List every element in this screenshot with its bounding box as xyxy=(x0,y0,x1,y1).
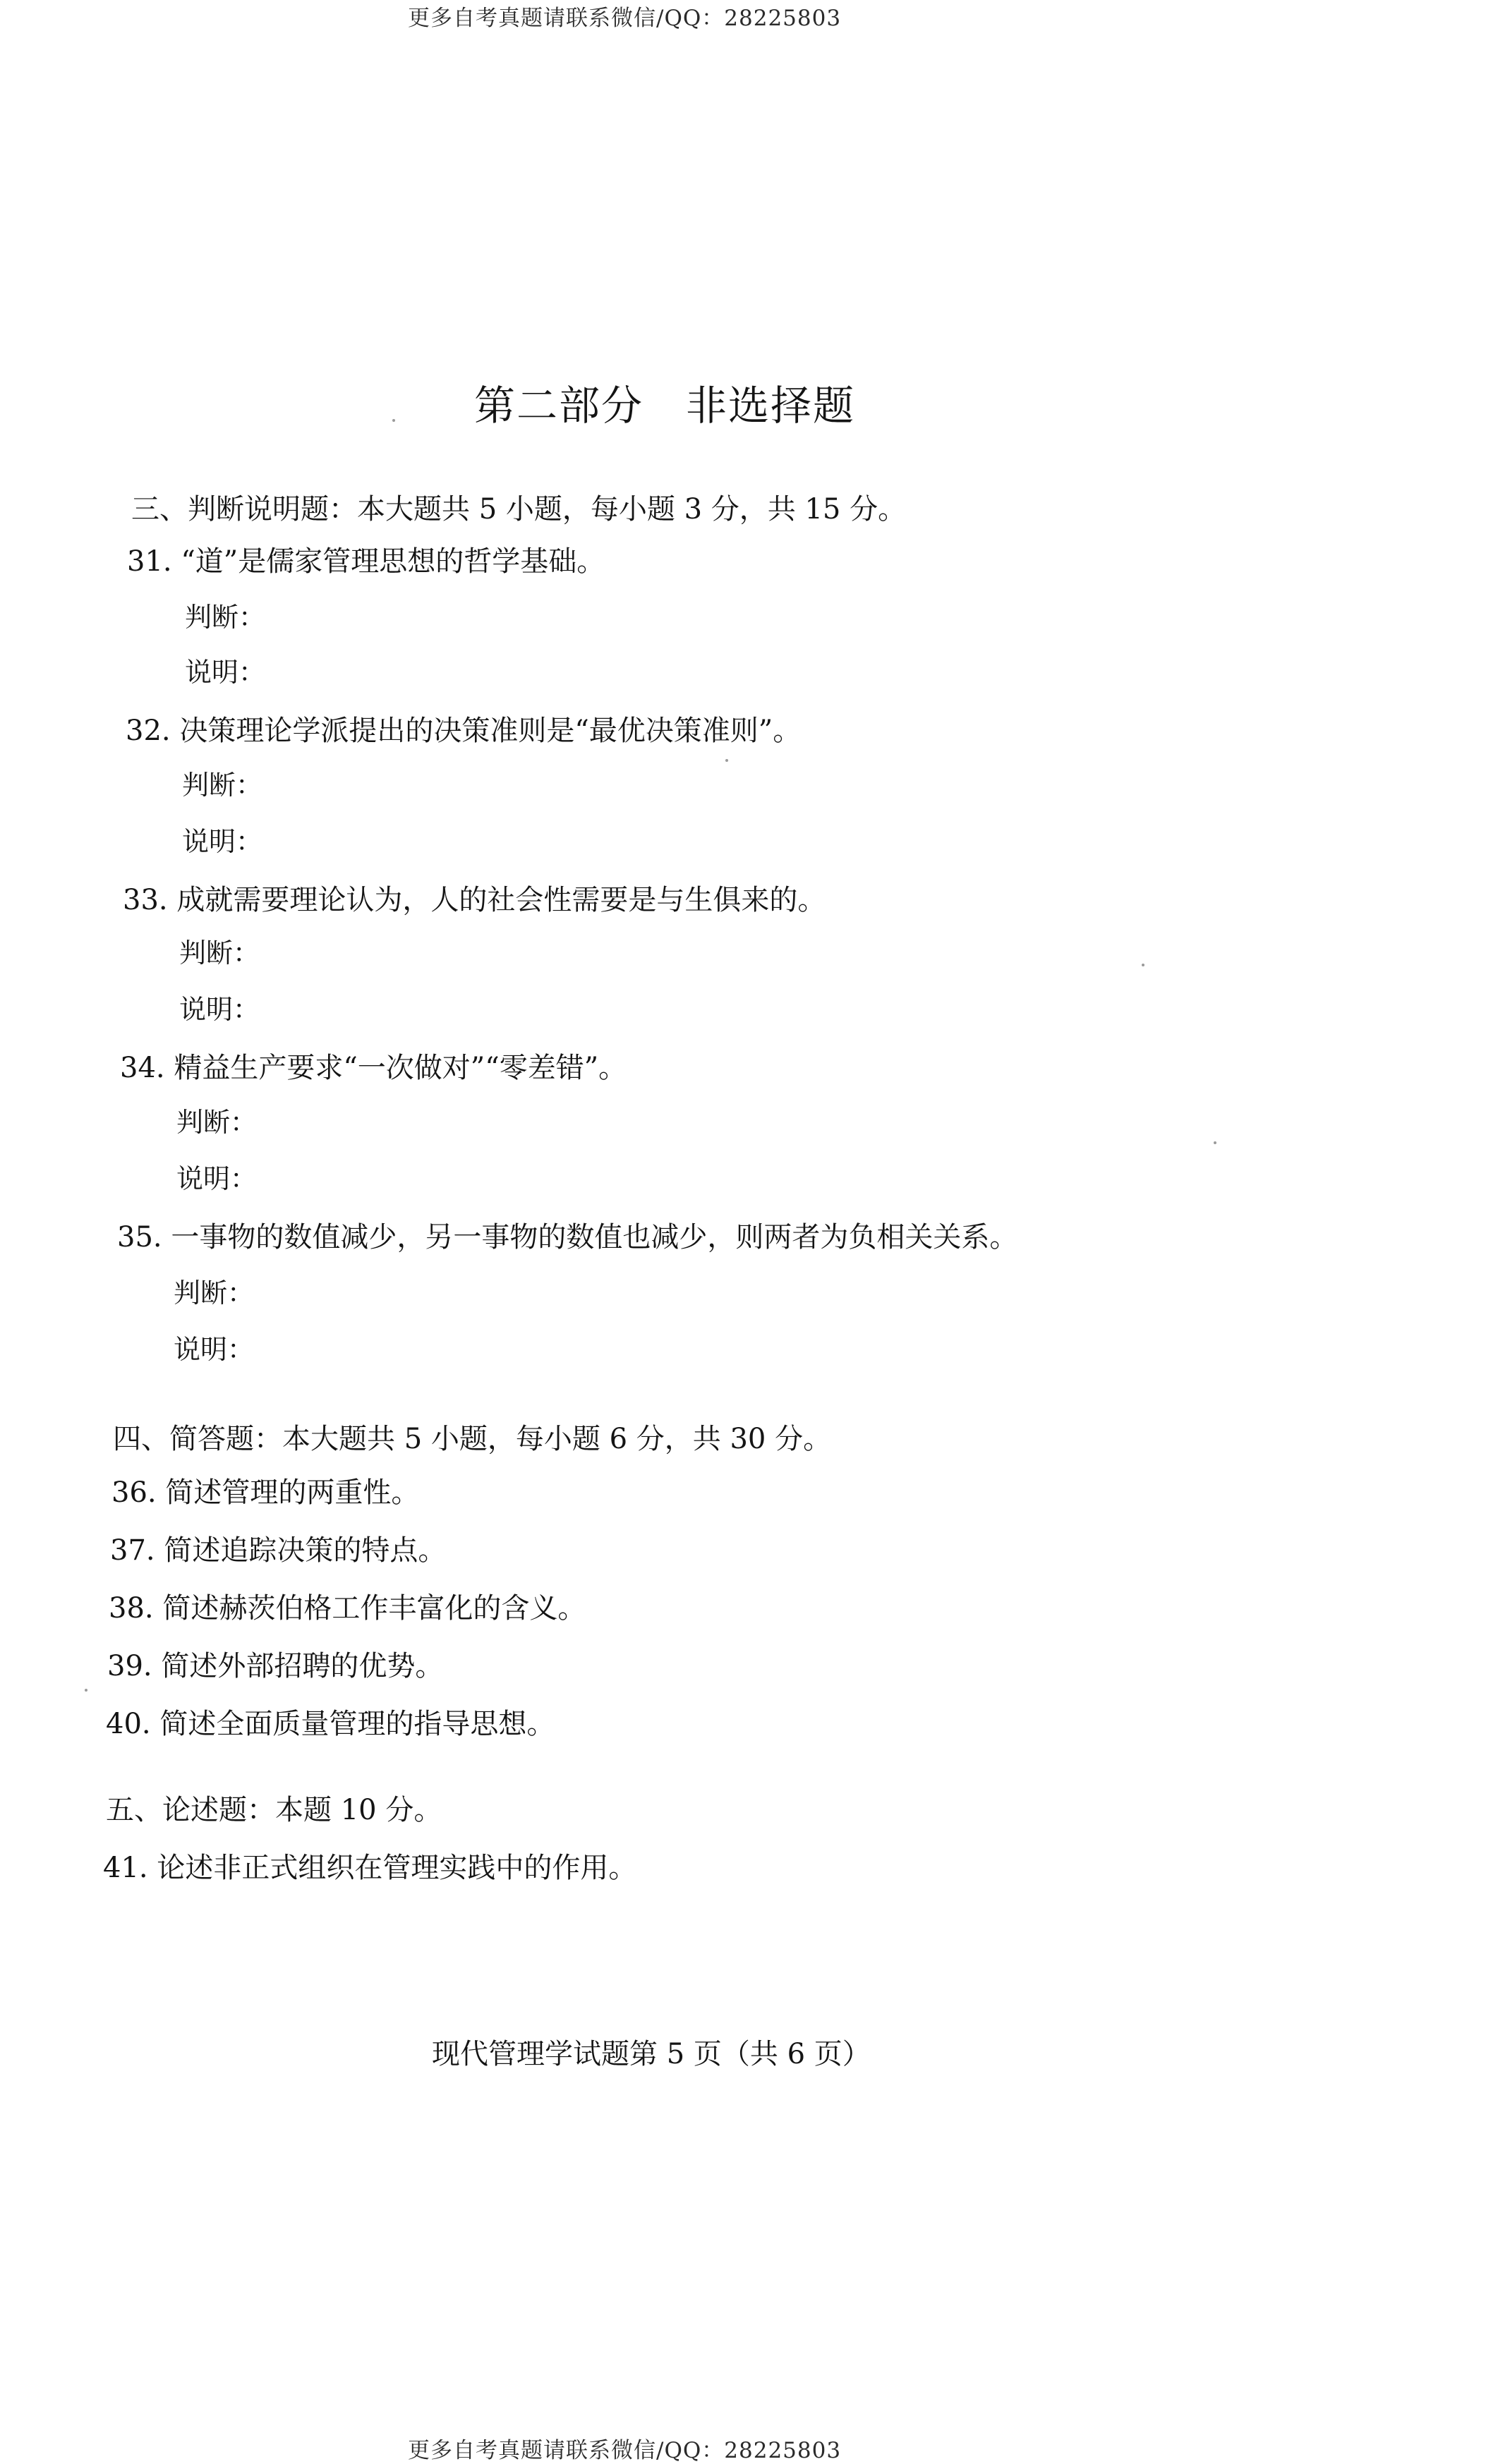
question-number: 37. xyxy=(110,1534,155,1567)
judge-label-34: 判断： xyxy=(176,1107,258,1138)
judge-label-31: 判断： xyxy=(185,602,266,633)
question-text: 精益生产要求“一次做对”“零差错”。 xyxy=(174,1052,627,1084)
question-number: 41. xyxy=(103,1852,148,1884)
question-35 xyxy=(117,1215,1017,1255)
part-title: 第二部分 非选择题 xyxy=(474,382,856,430)
question-text: 简述管理的两重性。 xyxy=(165,1476,420,1509)
question-40 xyxy=(106,1701,555,1742)
question-37 xyxy=(110,1528,446,1568)
scan-speck xyxy=(725,759,728,762)
question-number: 33. xyxy=(123,884,168,916)
question-number: 38. xyxy=(109,1592,154,1625)
watermark-bottom: 更多自考真题请联系微信/QQ：28225803 xyxy=(408,2438,842,2463)
explain-label-33: 说明： xyxy=(179,994,260,1025)
question-number: 34. xyxy=(120,1052,165,1084)
question-34 xyxy=(120,1045,627,1086)
question-text: 简述赫茨伯格工作丰富化的含义。 xyxy=(162,1592,586,1625)
question-text: 决策理论学派提出的决策准则是“最优决策准则”。 xyxy=(179,715,802,747)
question-text: 成就需要理论认为，人的社会性需要是与生俱来的。 xyxy=(176,884,826,916)
question-number: 36. xyxy=(111,1476,157,1509)
question-number: 31. xyxy=(127,545,172,578)
section-3-title: 三、判断说明题：本大题共 5 小题，每小题 3 分，共 15 分。 xyxy=(131,493,907,526)
question-39 xyxy=(107,1644,443,1684)
watermark-top: 更多自考真题请联系微信/QQ：28225803 xyxy=(408,6,842,31)
judge-label-33: 判断： xyxy=(179,937,260,969)
explain-label-35: 说明： xyxy=(174,1334,255,1365)
question-36 xyxy=(111,1470,419,1510)
judge-label-35: 判断： xyxy=(174,1277,255,1309)
question-number: 35. xyxy=(117,1221,162,1254)
question-38 xyxy=(109,1586,586,1626)
scan-speck xyxy=(85,1689,87,1692)
question-number: 40. xyxy=(106,1708,151,1740)
section-4-title: 四、简答题：本大题共 5 小题，每小题 6 分，共 30 分。 xyxy=(113,1423,832,1455)
scan-speck xyxy=(392,419,395,422)
judge-label-32: 判断： xyxy=(182,770,263,801)
question-number: 39. xyxy=(107,1650,152,1682)
scan-speck xyxy=(1142,964,1144,966)
scan-speck xyxy=(1214,1141,1216,1144)
question-41 xyxy=(103,1845,636,1886)
question-33 xyxy=(123,878,826,918)
question-text: 简述外部招聘的优势。 xyxy=(161,1650,444,1682)
question-text: 论述非正式组织在管理实践中的作用。 xyxy=(157,1852,637,1884)
explain-label-34: 说明： xyxy=(176,1163,258,1194)
question-32 xyxy=(126,708,801,748)
question-text: 简述全面质量管理的指导思想。 xyxy=(159,1708,555,1740)
question-31 xyxy=(127,539,605,579)
page-footer: 现代管理学试题第 5 页（共 6 页） xyxy=(432,2038,871,2070)
section-5-title: 五、论述题：本题 10 分。 xyxy=(106,1794,442,1826)
explain-label-31: 说明： xyxy=(185,657,266,688)
question-number: 32. xyxy=(126,715,171,747)
question-text: 简述追踪决策的特点。 xyxy=(164,1534,447,1567)
explain-label-32: 说明： xyxy=(182,826,263,857)
question-text: 一事物的数值减少，另一事物的数值也减少，则两者为负相关关系。 xyxy=(171,1221,1018,1254)
question-text: “道”是儒家管理思想的哲学基础。 xyxy=(181,545,605,578)
